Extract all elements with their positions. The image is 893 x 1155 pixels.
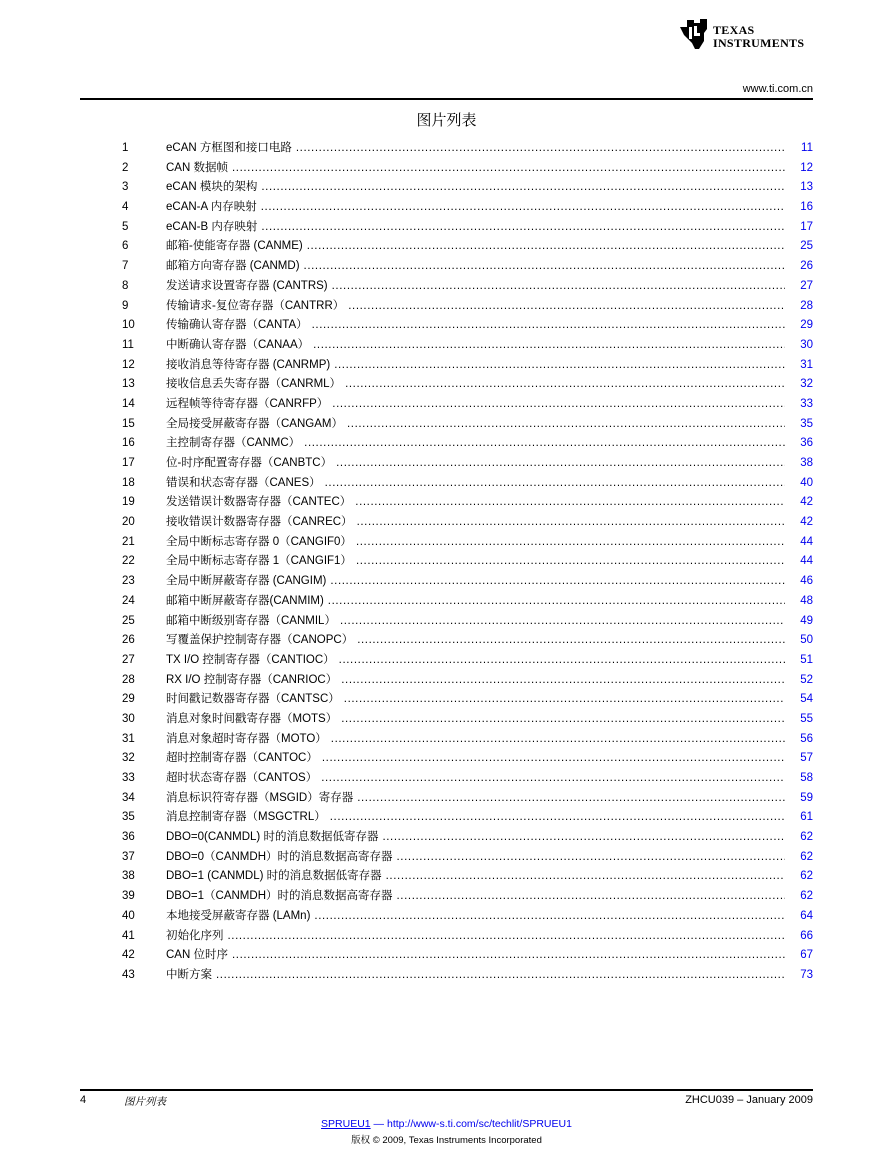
figure-number: 35 [122, 811, 135, 824]
list-item[interactable] [80, 336, 813, 356]
figure-entry[interactable] [166, 474, 785, 494]
figure-title[interactable]: CAN 位时序 [166, 949, 228, 962]
figure-number: 33 [122, 772, 135, 784]
figure-title[interactable]: 邮箱中断屏蔽寄存器(CANMIM) [166, 594, 324, 607]
dot-leader [332, 395, 785, 415]
figure-number: 9 [122, 299, 129, 312]
dot-leader [228, 927, 786, 947]
figure-number: 20 [122, 516, 135, 529]
figure-entry[interactable] [166, 375, 785, 395]
figure-title[interactable]: 传输请求-复位寄存器（CANTRR） [166, 299, 345, 312]
page-link[interactable]: 36 [800, 437, 813, 450]
page-link[interactable]: 44 [800, 555, 813, 568]
figure-number: 36 [122, 831, 135, 844]
footer-link-separator: — [370, 1118, 387, 1130]
list-item[interactable] [80, 907, 813, 927]
figure-entry[interactable] [166, 159, 785, 179]
figure-title[interactable]: 位-时序配置寄存器（CANBTC） [166, 457, 333, 469]
list-item[interactable] [80, 277, 813, 297]
figure-number: 15 [122, 417, 135, 430]
dot-leader [397, 887, 785, 907]
figure-entry[interactable] [166, 493, 785, 513]
dot-leader [328, 592, 785, 612]
figure-entry[interactable] [166, 277, 785, 297]
footer-doc-id: ZHCU039 – January 2009 [685, 1094, 813, 1106]
list-item[interactable] [80, 375, 813, 395]
figure-title[interactable]: RX I/O 控制寄存器（CANRIOC） [166, 673, 338, 686]
dot-leader [330, 572, 785, 592]
list-item[interactable] [80, 237, 813, 257]
site-url[interactable]: www.ti.com.cn [742, 83, 813, 95]
list-item[interactable] [80, 552, 813, 572]
figure-entry[interactable] [166, 808, 785, 828]
page-link[interactable]: 28 [800, 299, 813, 312]
figure-number: 30 [122, 712, 135, 725]
figure-title[interactable]: 主控制寄存器（CANMC） [166, 437, 301, 450]
dot-leader [307, 237, 785, 257]
logo-line-2: INSTRUMENTS [713, 36, 805, 50]
page-link[interactable]: 35 [800, 417, 813, 430]
page-link[interactable]: 52 [800, 673, 813, 686]
list-item[interactable] [80, 710, 813, 730]
dot-leader [345, 375, 785, 395]
figure-title[interactable]: 消息对象超时寄存器（MOTO） [166, 732, 327, 745]
figure-number: 32 [122, 752, 135, 765]
list-item[interactable] [80, 808, 813, 828]
figure-entry[interactable] [166, 237, 785, 257]
figure-title[interactable]: 超时状态寄存器（CANTOS） [166, 772, 318, 784]
figure-number: 29 [122, 693, 135, 706]
figure-entry[interactable] [166, 848, 785, 868]
figure-title[interactable]: 邮箱-使能寄存器 (CANME) [166, 240, 303, 253]
figure-number: 11 [122, 338, 134, 351]
list-item[interactable] [80, 316, 813, 336]
page-link[interactable]: 12 [800, 161, 813, 174]
figure-number: 34 [122, 791, 135, 804]
list-item[interactable] [80, 257, 813, 277]
list-item[interactable] [80, 690, 813, 710]
figure-title[interactable]: DBO=1（CANMDH）时的消息数据高寄存器 [166, 890, 393, 903]
dot-leader [356, 552, 785, 572]
figure-entry[interactable] [166, 572, 785, 592]
figure-number: 21 [122, 535, 135, 548]
page-link[interactable]: 26 [800, 260, 813, 273]
figure-number: 37 [122, 850, 135, 863]
figure-title[interactable]: 消息对象时间戳寄存器（MOTS） [166, 712, 338, 725]
list-item[interactable] [80, 887, 813, 907]
dot-leader [340, 612, 785, 632]
figure-title[interactable]: 发送错误计数器寄存器（CANTEC） [166, 496, 352, 509]
list-item[interactable] [80, 139, 813, 159]
dot-leader [261, 218, 785, 238]
list-item[interactable] [80, 474, 813, 494]
page-link[interactable]: 51 [800, 653, 813, 666]
figure-title[interactable]: 接收错误计数器寄存器（CANREC） [166, 516, 353, 529]
page-link[interactable]: 44 [800, 535, 813, 548]
figure-title[interactable]: eCAN 方框图和接口电路 [166, 142, 292, 154]
figure-title[interactable]: 本地接受屏蔽寄存器 (LAMn) [166, 909, 311, 922]
figure-number: 10 [122, 319, 135, 332]
figure-number: 43 [122, 968, 135, 981]
figure-entry[interactable] [166, 749, 785, 769]
figure-entry[interactable] [166, 789, 785, 809]
figure-entry[interactable] [166, 356, 785, 376]
list-item[interactable] [80, 789, 813, 809]
footer-link[interactable] [0, 1118, 893, 1130]
dot-leader [304, 257, 785, 277]
figure-title[interactable]: 传输确认寄存器（CANTA） [166, 319, 308, 332]
dot-leader [330, 808, 785, 828]
figure-entry[interactable] [166, 454, 785, 474]
figure-title[interactable]: 时间戳记数器寄存器（CANTSC） [166, 693, 340, 706]
page-link[interactable]: 62 [800, 870, 813, 883]
dot-leader [322, 749, 785, 769]
figure-entry[interactable] [166, 139, 785, 159]
list-item[interactable] [80, 218, 813, 238]
list-item[interactable] [80, 297, 813, 317]
page-link[interactable]: 73 [800, 968, 813, 981]
page-link[interactable]: 30 [800, 338, 813, 351]
figure-entry[interactable] [166, 946, 785, 966]
dot-leader [261, 198, 785, 218]
figure-entry[interactable] [166, 395, 785, 415]
figure-entry[interactable] [166, 612, 785, 632]
dot-leader [356, 533, 785, 553]
page-link[interactable]: 27 [800, 279, 813, 292]
page-link[interactable]: 54 [800, 693, 813, 706]
figure-number: 28 [122, 673, 135, 686]
figure-entry[interactable] [166, 434, 785, 454]
page-link[interactable]: 49 [800, 614, 813, 627]
page-link[interactable]: 48 [800, 594, 813, 607]
figure-title[interactable]: 初始化序列 [166, 929, 224, 942]
figure-title[interactable]: DBO=0（CANMDH）时的消息数据高寄存器 [166, 850, 393, 863]
list-item[interactable] [80, 749, 813, 769]
figure-number: 17 [122, 457, 135, 469]
list-item[interactable] [80, 356, 813, 376]
dot-leader [261, 178, 785, 198]
figure-title[interactable]: TX I/O 控制寄存器（CANTIOC） [166, 653, 335, 666]
figure-number: 26 [122, 634, 135, 647]
figure-number: 3 [122, 181, 129, 194]
figure-entry[interactable] [166, 966, 785, 986]
dot-leader [331, 730, 785, 750]
page-link[interactable]: 42 [800, 516, 813, 529]
footer-link-id[interactable]: SPRUEU1 [321, 1118, 371, 1130]
dot-leader [397, 848, 785, 868]
figure-entry[interactable] [166, 257, 785, 277]
list-item[interactable] [80, 867, 813, 887]
figure-number: 39 [122, 890, 135, 903]
figure-number: 27 [122, 653, 135, 666]
page-link[interactable]: 62 [800, 831, 813, 844]
figure-number: 5 [122, 220, 129, 233]
list-item[interactable] [80, 927, 813, 947]
list-item[interactable] [80, 769, 813, 789]
dot-leader [313, 336, 785, 356]
figure-entry[interactable] [166, 178, 785, 198]
dot-leader [314, 907, 785, 927]
list-item[interactable] [80, 454, 813, 474]
figure-entry[interactable] [166, 631, 785, 651]
figure-title[interactable]: 中断确认寄存器（CANAA） [166, 338, 310, 351]
list-item[interactable] [80, 671, 813, 691]
figure-title[interactable]: 接收消息等待寄存器 (CANRMP) [166, 358, 331, 371]
list-item[interactable] [80, 631, 813, 651]
figure-number: 4 [122, 201, 129, 214]
page-link[interactable]: 46 [800, 575, 813, 588]
figure-title[interactable]: DBO=0(CANMDL) 时的消息数据低寄存器 [166, 831, 379, 844]
dot-leader [332, 277, 785, 297]
figure-entry[interactable] [166, 671, 785, 691]
figure-number: 2 [122, 161, 129, 174]
header-rule [80, 98, 813, 100]
footer-rule [80, 1089, 813, 1091]
page-link[interactable]: 31 [800, 358, 813, 371]
list-item[interactable] [80, 198, 813, 218]
page-link[interactable]: 13 [800, 181, 813, 194]
dot-leader [357, 631, 785, 651]
figure-number: 19 [122, 496, 135, 509]
figure-entry[interactable] [166, 552, 785, 572]
figure-number: 42 [122, 949, 135, 962]
figure-entry[interactable] [166, 415, 785, 435]
figure-number: 41 [122, 929, 135, 942]
dot-leader [357, 513, 785, 533]
list-item[interactable] [80, 415, 813, 435]
dot-leader [334, 356, 785, 376]
dot-leader [321, 769, 785, 789]
figure-title[interactable]: eCAN-A 内存映射 [166, 201, 257, 214]
logo-line-1: TEXAS [713, 23, 755, 37]
page-link[interactable]: 67 [800, 949, 813, 962]
footer-section-title: 图片列表 [124, 1096, 166, 1108]
page-link[interactable]: 64 [800, 909, 813, 922]
dot-leader [336, 454, 785, 474]
dot-leader [339, 651, 785, 671]
page-link[interactable]: 59 [800, 791, 813, 804]
figure-title[interactable]: 中断方案 [166, 968, 212, 981]
figure-title[interactable]: 消息控制寄存器（MSGCTRL） [166, 811, 326, 824]
page-link[interactable]: 61 [800, 811, 813, 824]
list-item[interactable] [80, 612, 813, 632]
dot-leader [357, 789, 785, 809]
figure-number: 8 [122, 279, 129, 292]
figure-number: 25 [122, 614, 135, 627]
page-link[interactable]: 57 [800, 752, 813, 765]
ti-logo-icon [678, 17, 710, 51]
figure-title[interactable]: eCAN 模块的架构 [166, 181, 258, 194]
figure-title[interactable]: 消息标识符寄存器（MSGID）寄存器 [166, 791, 354, 804]
dot-leader [232, 946, 785, 966]
dot-leader [341, 710, 785, 730]
figure-entry[interactable] [166, 887, 785, 907]
page-link[interactable]: 25 [800, 240, 813, 253]
figure-entry[interactable] [166, 316, 785, 336]
figure-number: 31 [122, 732, 135, 745]
list-item[interactable] [80, 828, 813, 848]
figure-title[interactable]: 全局接受屏蔽寄存器（CANGAM） [166, 417, 343, 430]
figure-title[interactable]: eCAN-B 内存映射 [166, 220, 258, 233]
page-link[interactable]: 17 [800, 220, 813, 233]
figure-number: 24 [122, 594, 135, 607]
page-link[interactable]: 29 [800, 319, 813, 332]
dot-leader [312, 316, 785, 336]
figure-entry[interactable] [166, 690, 785, 710]
figure-number: 14 [122, 397, 135, 410]
figure-entry[interactable] [166, 710, 785, 730]
page-link[interactable]: 11 [801, 142, 813, 154]
dot-leader [216, 966, 785, 986]
figure-number: 7 [122, 260, 129, 273]
list-item[interactable] [80, 651, 813, 671]
list-item[interactable] [80, 493, 813, 513]
page-link[interactable]: 33 [800, 397, 813, 410]
figure-title[interactable]: 邮箱中断级别寄存器（CANMIL） [166, 614, 336, 627]
figure-number: 38 [122, 870, 135, 883]
figure-title[interactable]: 写覆盖保护控制寄存器（CANOPC） [166, 634, 354, 647]
page-link[interactable]: 40 [800, 476, 813, 489]
page-link[interactable]: 58 [800, 772, 813, 784]
page-title: 图片列表 [416, 111, 477, 129]
figure-entry[interactable] [166, 927, 785, 947]
figure-entry[interactable] [166, 336, 785, 356]
dot-leader [382, 828, 785, 848]
dot-leader [304, 434, 785, 454]
figure-entry[interactable] [166, 198, 785, 218]
figure-title[interactable]: DBO=1 (CANMDL) 时的消息数据低寄存器 [166, 870, 382, 883]
figure-title[interactable]: 全局中断标志寄存器 0（CANGIF0） [166, 535, 352, 548]
figure-title[interactable]: 发送请求设置寄存器 (CANTRS) [166, 279, 328, 292]
list-item[interactable] [80, 848, 813, 868]
figure-entry[interactable] [166, 867, 785, 887]
figure-title[interactable]: 全局中断屏蔽寄存器 (CANGIM) [166, 575, 327, 588]
list-item[interactable] [80, 592, 813, 612]
page-link[interactable]: 32 [800, 378, 813, 391]
footer-page-number: 4 [80, 1094, 87, 1106]
page-link[interactable]: 42 [800, 496, 813, 509]
figure-title[interactable]: 远程帧等待寄存器（CANRFP） [166, 397, 329, 410]
list-item[interactable] [80, 513, 813, 533]
figure-number: 23 [122, 575, 135, 588]
list-item[interactable] [80, 730, 813, 750]
figure-title[interactable]: 邮箱方向寄存器 (CANMD) [166, 260, 300, 273]
figure-number: 18 [122, 476, 135, 489]
figure-entry[interactable] [166, 297, 785, 317]
list-item[interactable] [80, 159, 813, 179]
dot-leader [296, 139, 785, 159]
footer-copyright: 版权 © 2009, Texas Instruments Incorporated [351, 1135, 542, 1146]
figure-entry[interactable] [166, 828, 785, 848]
page-link[interactable]: 38 [800, 457, 813, 469]
figure-title[interactable]: CAN 数据帧 [166, 161, 228, 174]
figure-number: 16 [122, 437, 135, 450]
list-item[interactable] [80, 572, 813, 592]
figure-number: 22 [122, 555, 135, 568]
figure-entry[interactable] [166, 513, 785, 533]
dot-leader [344, 690, 785, 710]
figure-number: 6 [122, 240, 129, 253]
dot-leader [341, 671, 785, 691]
figure-list [80, 139, 813, 986]
dot-leader [325, 474, 785, 494]
figure-entry[interactable] [166, 769, 785, 789]
list-item[interactable] [80, 434, 813, 454]
page-link[interactable]: 62 [800, 850, 813, 863]
page-link[interactable]: 66 [800, 929, 813, 942]
figure-entry[interactable] [166, 592, 785, 612]
dot-leader [232, 159, 785, 179]
list-item[interactable] [80, 533, 813, 553]
figure-entry[interactable] [166, 730, 785, 750]
list-item[interactable] [80, 946, 813, 966]
list-item[interactable] [80, 395, 813, 415]
page-link[interactable]: 50 [800, 634, 813, 647]
figure-title[interactable]: 接收信息丢失寄存器（CANRML） [166, 378, 342, 391]
dot-leader [347, 415, 785, 435]
page-link[interactable]: 62 [800, 890, 813, 903]
figure-entry[interactable] [166, 651, 785, 671]
footer-link-url[interactable]: http://www-s.ti.com/sc/techlit/SPRUEU1 [386, 1118, 572, 1130]
figure-title[interactable]: 错误和状态寄存器（CANES） [166, 476, 321, 489]
figure-number: 1 [122, 142, 129, 154]
figure-number: 13 [122, 378, 135, 391]
ti-logo[interactable] [678, 17, 818, 53]
list-item[interactable] [80, 966, 813, 986]
page-link[interactable]: 56 [800, 732, 813, 745]
dot-leader [355, 493, 785, 513]
dot-leader [348, 297, 785, 317]
figure-title[interactable]: 超时控制寄存器（CANTOC） [166, 752, 318, 765]
page-link[interactable]: 55 [800, 712, 813, 725]
figure-number: 40 [122, 909, 135, 922]
figure-number: 12 [122, 358, 135, 371]
figure-entry[interactable] [166, 907, 785, 927]
page-link[interactable]: 16 [800, 201, 813, 214]
figure-entry[interactable] [166, 533, 785, 553]
figure-entry[interactable] [166, 218, 785, 238]
dot-leader [386, 867, 785, 887]
figure-title[interactable]: 全局中断标志寄存器 1（CANGIF1） [166, 555, 352, 568]
list-item[interactable] [80, 178, 813, 198]
